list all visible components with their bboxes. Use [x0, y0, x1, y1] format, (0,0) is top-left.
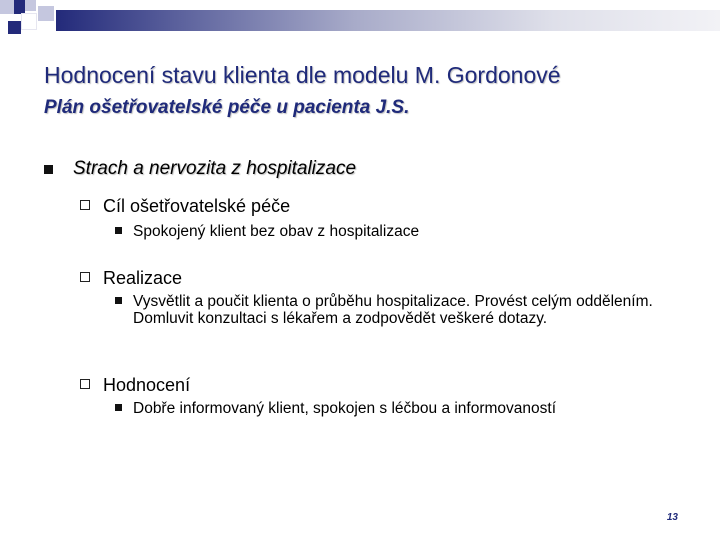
decor-square: [38, 6, 54, 21]
header-decoration: [0, 0, 720, 50]
decor-square: [14, 0, 25, 14]
decor-square: [25, 0, 36, 11]
list-item-text: Spokojený klient bez obav z hospitalizace: [133, 223, 420, 240]
main-point-label: Strach a nervozita z hospitalizace: [73, 158, 357, 179]
slide-title: Hodnocení stavu klienta dle modelu M. Gordonové: [44, 62, 561, 88]
slide-subtitle: Plán ošetřovatelské péče u pacienta J.S.: [44, 97, 410, 118]
square-bullet-icon: [115, 227, 122, 234]
square-bullet-icon: [115, 297, 122, 304]
hollow-square-bullet-icon: [80, 272, 90, 282]
section-heading-label: Hodnocení: [103, 375, 191, 395]
hollow-square-bullet-icon: [80, 200, 90, 210]
section-heading-label: Realizace: [103, 268, 183, 288]
list-item-text: Vysvětlit a poučit klienta o průběhu hospitalizace. Provést celým oddělením. Domluvit konzultaci s lékařem a zodpovědět veškeré dotazy.: [133, 293, 653, 327]
hollow-square-bullet-icon: [80, 379, 90, 389]
list-item-text: Dobře informovaný klient, spokojen s léčbou a informovaností: [133, 400, 557, 417]
section-heading-label: Cíl ošetřovatelské péče: [103, 196, 291, 216]
decor-square: [8, 21, 21, 34]
decor-square: [22, 14, 36, 29]
square-bullet-icon: [44, 165, 53, 174]
decor-square: [0, 0, 14, 14]
header-gradient-bar: [56, 10, 720, 31]
page-number: 13: [666, 512, 678, 523]
square-bullet-icon: [115, 404, 122, 411]
